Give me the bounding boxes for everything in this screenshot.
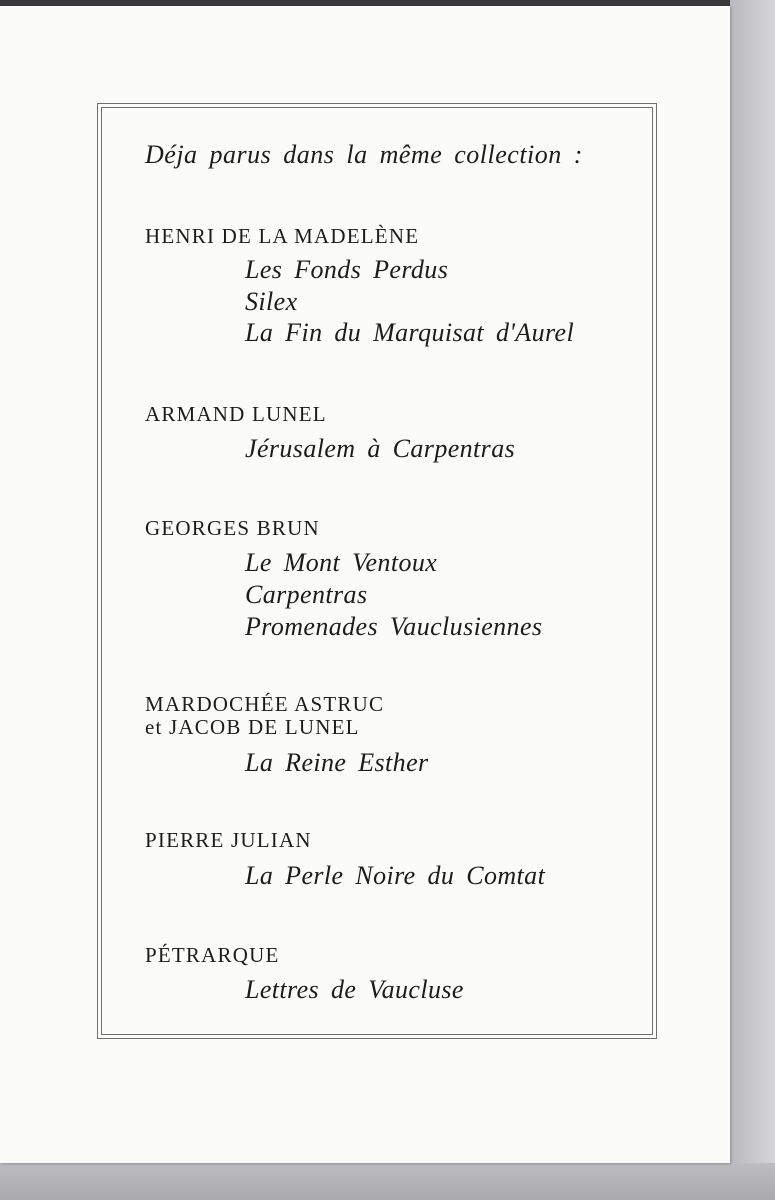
book-title: Le Mont Ventoux (245, 548, 438, 577)
book-title: La Fin du Marquisat d'Aurel (245, 318, 575, 347)
author-name: ARMAND LUNEL (145, 402, 327, 426)
author-name: PIERRE JULIAN (145, 828, 312, 852)
author-name: et JACOB DE LUNEL (145, 715, 360, 739)
scan-edge-bottom (0, 1163, 775, 1200)
author-name: MARDOCHÉE ASTRUC (145, 692, 385, 716)
book-title: Silex (245, 287, 298, 316)
book-title: Les Fonds Perdus (245, 255, 449, 284)
book-title: Jérusalem à Carpentras (245, 434, 516, 463)
book-title: La Perle Noire du Comtat (245, 861, 546, 890)
book-title: Promenades Vauclusiennes (245, 612, 543, 641)
author-name: HENRI DE LA MADELÈNE (145, 224, 420, 248)
book-title: Lettres de Vaucluse (245, 975, 464, 1004)
author-name: GEORGES BRUN (145, 516, 320, 540)
book-title: Carpentras (245, 580, 368, 609)
collection-heading: Déja parus dans la même collection : (145, 140, 583, 169)
book-title: La Reine Esther (245, 748, 429, 777)
scan-edge-right (730, 0, 775, 1200)
author-name: PÉTRARQUE (145, 943, 280, 967)
